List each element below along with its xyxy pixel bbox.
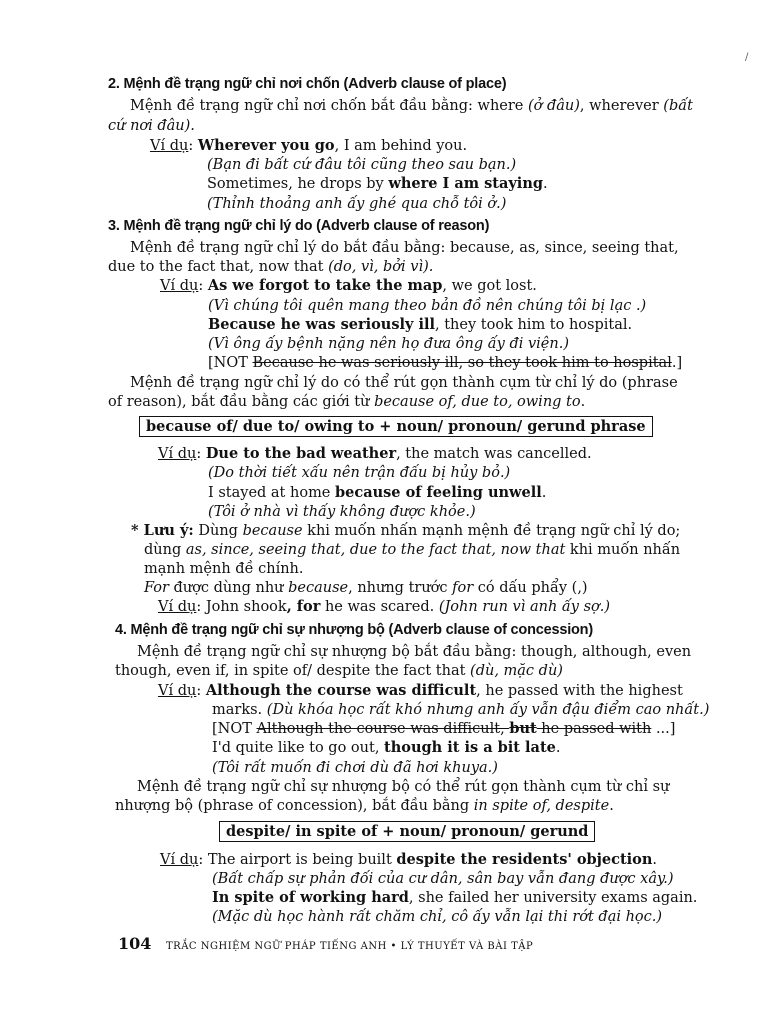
s4-example-4: In spite of working hard, she failed her university exams again.: [212, 889, 698, 906]
s3-formula-box: because of/ due to/ owing to + noun/ pronoun/ gerund phrase: [139, 416, 653, 437]
s4-reduce-line1: Mệnh đề trạng ngữ chỉ sự nhượng bộ có thể rút gọn thành cụm từ chỉ sự: [137, 779, 670, 795]
s3-example-5: Ví dụ: John shook, for he was scared. (John run vì anh ấy sợ.): [158, 598, 611, 615]
s4-intro-line2: though, even if, in spite of/ despite the fact that (dù, mặc dù): [115, 663, 563, 679]
s3-example-4: I stayed at home because of feeling unwell.: [208, 484, 547, 501]
s4-example-2: I'd quite like to go out, though it is a bit late.: [212, 739, 561, 756]
section-3-heading: 3. Mệnh đề trạng ngữ chỉ lý do (Adverb clause of reason): [108, 218, 490, 234]
s3-intro-line2: due to the fact that, now that (do, vì, bởi vì).: [108, 259, 434, 275]
page-footer: [118, 934, 533, 953]
margin-mark: /: [745, 52, 749, 63]
s3-example-3-translation: (Do thời tiết xấu nên trận đấu bị hủy bỏ.): [208, 465, 511, 481]
s3-example-1-translation: (Vì chúng tôi quên mang theo bản đồ nên chúng tôi bị lạc .): [208, 298, 647, 314]
s2-example-1: Ví dụ: Wherever you go, I am behind you.: [150, 137, 468, 154]
s4-example-3-translation: (Bất chấp sự phản đối của cư dân, sân bay vẫn đang được xây.): [212, 871, 674, 887]
s3-for-note: For được dùng như because, nhưng trước for có dấu phẩy (,): [144, 580, 588, 596]
s2-intro-line2: cứ nơi đâu).: [108, 118, 195, 134]
s4-example-2-translation: (Tôi rất muốn đi chơi dù đã hơi khuya.): [212, 760, 498, 776]
s3-example-4-translation: (Tôi ở nhà vì thấy không được khỏe.): [208, 504, 476, 520]
s4-wrong-example: [NOT Although the course was difficult, but he passed with ...]: [212, 720, 676, 737]
book-title: TRẮC NGHIỆM NGỮ PHÁP TIẾNG ANH • LÝ THUYẾT VÀ BÀI TẬP: [166, 941, 534, 952]
s3-example-2-translation: (Vì ông ấy bệnh nặng nên họ đưa ông ấy đi viện.): [208, 336, 569, 352]
s4-reduce-line2: nhượng bộ (phrase of concession), bắt đầu bằng in spite of, despite.: [115, 798, 614, 814]
s4-intro-line1: Mệnh đề trạng ngữ chỉ sự nhượng bộ bắt đầu bằng: though, although, even: [137, 644, 692, 660]
s3-wrong-example: [NOT Because he was seriously ill, so they took him to hospital.]: [208, 355, 683, 371]
s4-example-4-translation: (Mặc dù học hành rất chăm chỉ, cô ấy vẫn lại thi rớt đại học.): [212, 909, 663, 925]
s4-formula-box: despite/ in spite of + noun/ pronoun/ gerund: [219, 821, 595, 842]
s3-note-line1: * Lưu ý: Dùng because khi muốn nhấn mạnh mệnh đề trạng ngữ chỉ lý do;: [131, 522, 681, 539]
s4-example-3: Ví dụ: The airport is being built despite the residents' objection.: [160, 851, 657, 868]
section-2-heading: 2. Mệnh đề trạng ngữ chỉ nơi chốn (Adverb clause of place): [108, 76, 507, 92]
s2-example-2: Sometimes, he drops by where I am staying.: [207, 175, 548, 192]
s3-reduce-line1: Mệnh đề trạng ngữ chỉ lý do có thể rút gọn thành cụm từ chỉ lý do (phrase: [130, 375, 678, 391]
s4-example-1: Ví dụ: Although the course was difficult, he passed with the highest: [158, 682, 683, 699]
s3-example-3: Ví dụ: Due to the bad weather, the match was cancelled.: [158, 445, 592, 462]
s3-note-line2: dùng as, since, seeing that, due to the fact that, now that khi muốn nhấn: [144, 542, 681, 558]
s2-example-1-translation: (Bạn đi bất cứ đâu tôi cũng theo sau bạn.): [207, 157, 517, 173]
page-number: 104: [118, 934, 152, 953]
s3-example-2: Because he was seriously ill, they took him to hospital.: [208, 316, 633, 333]
s3-intro-line1: Mệnh đề trạng ngữ chỉ lý do bắt đầu bằng: because, as, since, seeing that,: [130, 240, 679, 256]
s4-example-1-cont: marks. (Dù khóa học rất khó nhưng anh ấy vẫn đậu điểm cao nhất.): [212, 702, 710, 718]
s3-example-1: Ví dụ: As we forgot to take the map, we got lost.: [160, 277, 537, 294]
s2-intro-line1: Mệnh đề trạng ngữ chỉ nơi chốn bắt đầu bằng: where (ở đâu), wherever (bất: [130, 98, 693, 114]
s3-note-line3: mạnh mệnh đề chính.: [144, 561, 304, 577]
s2-example-2-translation: (Thỉnh thoảng anh ấy ghé qua chỗ tôi ở.): [207, 196, 507, 212]
s3-reduce-line2: of reason), bắt đầu bằng các giới từ because of, due to, owing to.: [108, 394, 586, 410]
section-4-heading: 4. Mệnh đề trạng ngữ chỉ sự nhượng bộ (Adverb clause of concession): [115, 622, 593, 638]
